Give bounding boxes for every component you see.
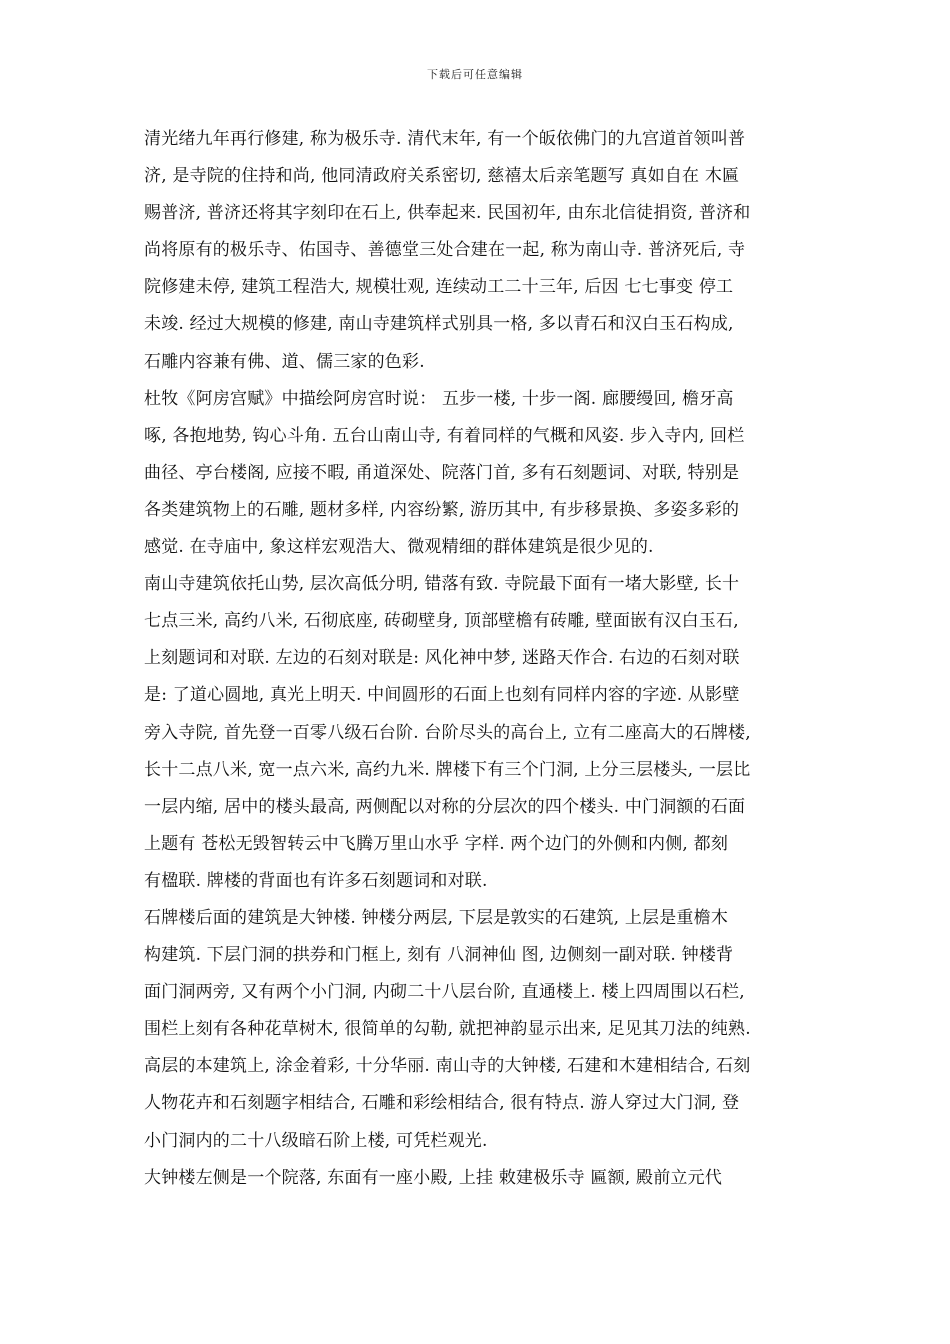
text-line: 未竣. 经过大规模的修建, 南山寺建筑样式别具一格, 多以青石和汉白玉石构成,: [144, 314, 734, 335]
text-line: 尚将原有的极乐寺、佑国寺、善德堂三处合建在一起, 称为南山寺. 普济死后, 寺: [144, 240, 746, 261]
page-header: 下载后可任意编辑: [427, 68, 523, 81]
text-line: 有楹联. 牌楼的背面也有许多石刻题词和对联.: [144, 870, 488, 891]
text-line: 高层的本建筑上, 涂金着彩, 十分华丽. 南山寺的大钟楼, 石建和木建相结合, 石刻: [144, 1056, 751, 1077]
text-line: 感觉. 在寺庙中, 象这样宏观浩大、微观精细的群体建筑是很少见的.: [144, 537, 654, 558]
text-line: 济, 是寺院的住持和尚, 他同清政府关系密切, 慈禧太后亲笔题写 真如自在 木匾: [144, 166, 740, 187]
text-line: 杜牧《阿房宫赋》中描绘阿房宫时说： 五步一楼, 十步一阁. 廊腰缦回, 檐牙高: [144, 388, 734, 409]
text-line: 各类建筑物上的石雕, 题材多样, 内容纷繁, 游历其中, 有步移景换、多姿多彩的: [144, 499, 740, 520]
text-line: 大钟楼左侧是一个院落, 东面有一座小殿, 上挂 敕建极乐寺 匾额, 殿前立元代: [144, 1167, 723, 1188]
text-line: 院修建未停, 建筑工程浩大, 规模壮观, 连续动工二十三年, 后因 七七事变 停工: [144, 277, 734, 298]
text-line: 一层内缩, 居中的楼头最高, 两侧配以对称的分层次的四个楼头. 中门洞额的石面: [144, 796, 746, 817]
text-line: 七点三米, 高约八米, 石彻底座, 砖砌壁身, 顶部壁檐有砖雕, 壁面嵌有汉白玉石,: [144, 611, 739, 632]
text-line: 小门洞内的二十八级暗石阶上楼, 可凭栏观光.: [144, 1130, 488, 1151]
text-line: 旁入寺院, 首先登一百零八级石台阶. 台阶尽头的高台上, 立有二座高大的石牌楼,: [144, 722, 751, 743]
text-line: 人物花卉和石刻题字相结合, 石雕和彩绘相结合, 很有特点. 游人穿过大门洞, 登: [144, 1093, 740, 1114]
text-line: 是: 了道心圆地, 真光上明天. 中间圆形的石面上也刻有同样内容的字迹. 从影壁: [144, 685, 740, 706]
text-line: 上刻题词和对联. 左边的石刻对联是: 风化神中梦, 迷路天作合. 右边的石刻对联: [144, 648, 740, 669]
document-body: [144, 121, 810, 1197]
text-line: 石牌楼后面的建筑是大钟楼. 钟楼分两层, 下层是敦实的石建筑, 上层是重檐木: [144, 907, 729, 928]
text-line: 构建筑. 下层门洞的拱券和门框上, 刻有 八洞神仙 图, 边侧刻一副对联. 钟楼背: [144, 945, 734, 966]
text-line: 南山寺建筑依托山势, 层次高低分明, 错落有致. 寺院最下面有一堵大影壁, 长十: [144, 574, 740, 595]
text-line: 清光绪九年再行修建, 称为极乐寺. 清代末年, 有一个皈依佛门的九宫道首领叫普: [144, 129, 746, 149]
text-line: 上题有 苍松无毁智转云中飞腾万里山水乎 字样. 两个边门的外侧和内侧, 都刻: [144, 833, 729, 854]
text-line: 赐普济, 普济还将其字刻印在石上, 供奉起来. 民国初年, 由东北信徒捐资, 普济和: [144, 203, 751, 224]
text-line: 啄, 各抱地势, 钩心斗角. 五台山南山寺, 有着同样的气概和风姿. 步入寺内, 回栏: [144, 425, 745, 446]
text-line: 石雕内容兼有佛、道、儒三家的色彩.: [144, 351, 425, 372]
text-line: 曲径、亭台楼阁, 应接不暇, 甬道深处、院落门首, 多有石刻题词、对联, 特别是: [144, 462, 740, 483]
text-line: 面门洞两旁, 又有两个小门洞, 内砌二十八层台阶, 直通楼上. 楼上四周围以石栏,: [144, 982, 745, 1003]
text-line: 长十二点八米, 宽一点六米, 高约九米. 牌楼下有三个门洞, 上分三层楼头, 一层比: [144, 759, 751, 780]
text-line: 围栏上刻有各种花草树木, 很简单的勾勒, 就把神韵显示出来, 足见其刀法的纯熟.: [144, 1019, 751, 1040]
